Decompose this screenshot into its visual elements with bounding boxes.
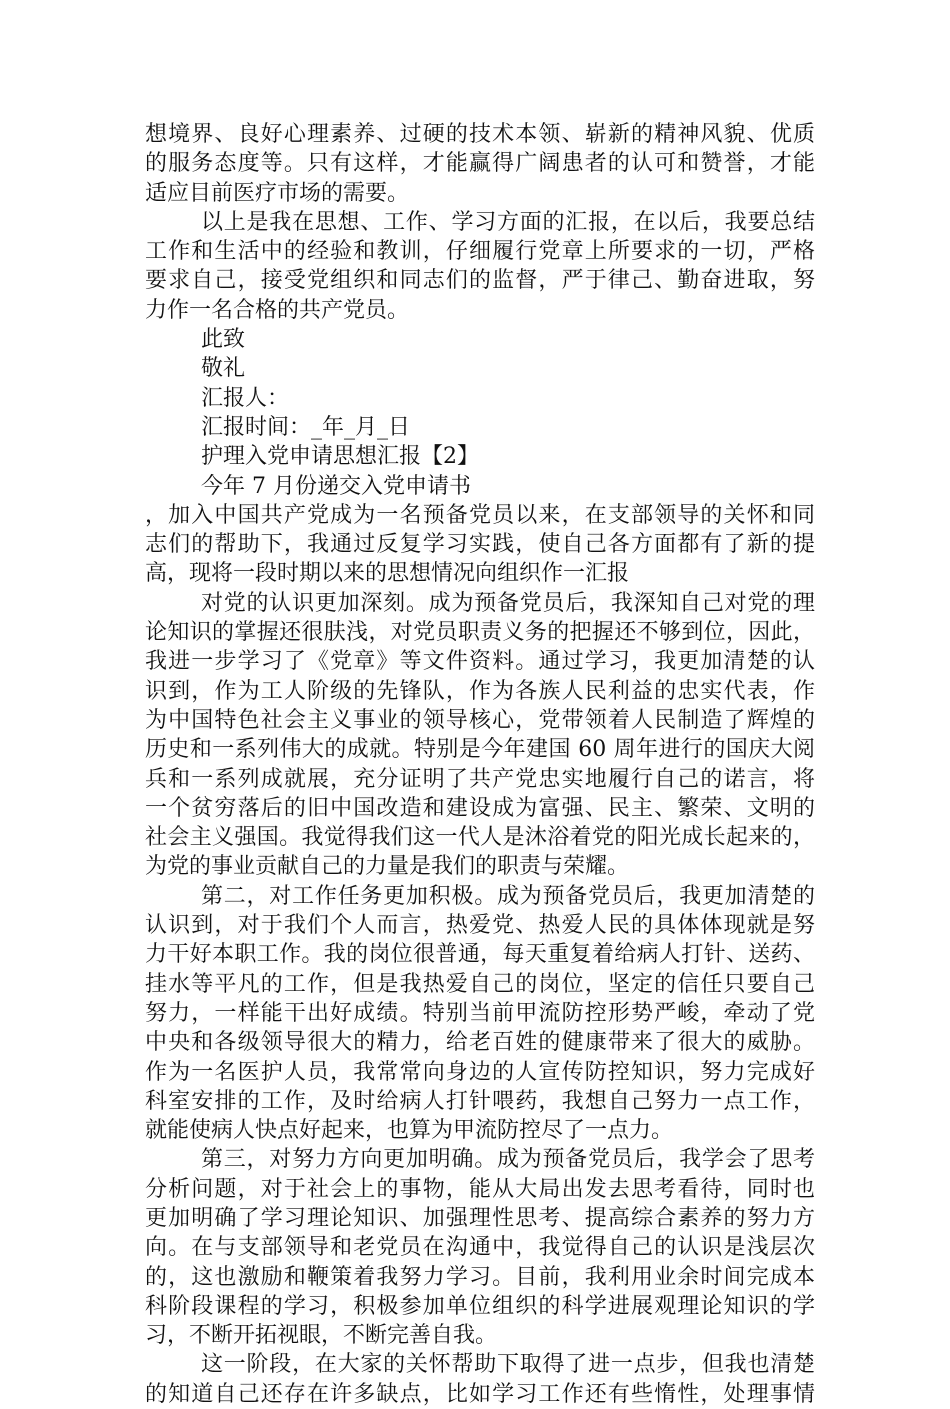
text-line: 更加明确了学习理论知识、加强理性思考、提高综合素养的努力方 xyxy=(145,1205,815,1231)
text-line: 第三，对努力方向更加明确。成为预备党员后，我学会了思考 xyxy=(201,1147,815,1173)
text-line: 一个贫穷落后的旧中国改造和建设成为富强、民主、繁荣、文明的 xyxy=(145,795,815,821)
text-line: 论知识的掌握还很肤浅，对党员职责义务的把握还不够到位，因此， xyxy=(145,620,815,646)
text-line: 第二，对工作任务更加积极。成为预备党员后，我更加清楚的 xyxy=(201,883,815,909)
text-line: 的知道自己还存在许多缺点，比如学习工作还有些惰性，处理事情 xyxy=(145,1381,815,1407)
text-line: 挂水等平凡的工作，但是我热爱自己的岗位，坚定的信任只要自己 xyxy=(145,971,815,997)
text-line: 适应目前医疗市场的需要。 xyxy=(145,180,410,206)
text-line: 努力，一样能干出好成绩。特别当前甲流防控形势严峻，牵动了党 xyxy=(145,1000,815,1026)
text-line: 为中国特色社会主义事业的领导核心，党带领着人民制造了辉煌的 xyxy=(145,707,815,733)
text-line: 的服务态度等。只有这样，才能赢得广阔患者的认可和赞誉，才能 xyxy=(145,151,815,177)
text-line: 我进一步学习了《党章》等文件资料。通过学习，我更加清楚的认 xyxy=(145,649,815,675)
text-line: 高，现将一段时期以来的思想情况向组织作一汇报 xyxy=(145,561,630,587)
text-line: 习，不断开拓视眼，不断完善自我。 xyxy=(145,1323,498,1349)
text-line: 敬礼 xyxy=(201,356,246,382)
text-line: 想境界、良好心理素养、过硬的技术本领、崭新的精神风貌、优质 xyxy=(145,122,815,147)
text-line: 护理入党申请思想汇报【2】 xyxy=(201,444,479,470)
text-line: 分析问题，对于社会上的事物，能从大局出发去思考看待，同时也 xyxy=(145,1176,815,1202)
text-line: 汇报人： xyxy=(201,385,290,411)
text-line: 就能使病人快点好起来，也算为甲流防控尽了一点力。 xyxy=(145,1118,674,1144)
document-body xyxy=(145,120,815,1409)
text-line: 社会主义强国。我觉得我们这一代人是沐浴着党的阳光成长起来的， xyxy=(145,825,815,851)
text-line: 这一阶段，在大家的关怀帮助下取得了进一点步，但我也清楚 xyxy=(201,1352,815,1378)
text-line: 为党的事业贡献自己的力量是我们的职责与荣耀。 xyxy=(145,854,630,880)
text-line: ，加入中国共产党成为一名预备党员以来，在支部领导的关怀和同 xyxy=(145,502,815,528)
text-line: 力干好本职工作。我的岗位很普通，每天重复着给病人打针、送药、 xyxy=(145,942,815,968)
text-line: 对党的认识更加深刻。成为预备党员后，我深知自己对党的理 xyxy=(201,590,815,616)
text-line: 向。在与支部领导和老党员在沟通中，我觉得自己的认识是浅层次 xyxy=(145,1235,815,1261)
text-line: 作为一名医护人员，我常常向身边的人宣传防控知识，努力完成好 xyxy=(145,1059,815,1085)
text-line: 历史和一系列伟大的成就。特别是今年建国 60 周年进行的国庆大阅 xyxy=(145,737,815,763)
text-line: 志们的帮助下，我通过反复学习实践，使自己各方面都有了新的提 xyxy=(145,532,815,558)
text-line: 识到，作为工人阶级的先锋队，作为各族人民利益的忠实代表，作 xyxy=(145,678,815,704)
text-line: 中央和各级领导很大的精力，给老百姓的健康带来了很大的威胁。 xyxy=(145,1030,815,1056)
text-line: 科阶段课程的学习，积极参加单位组织的科学进展观理论知识的学 xyxy=(145,1293,815,1319)
text-line: 兵和一系列成就展，充分证明了共产党忠实地履行自己的诺言，将 xyxy=(145,766,815,792)
text-line: 力作一名合格的共产党员。 xyxy=(145,297,410,323)
text-line: 的，这也激励和鞭策着我努力学习。目前，我利用业余时间完成本 xyxy=(145,1264,815,1290)
text-line: 以上是我在思想、工作、学习方面的汇报，在以后，我要总结 xyxy=(201,209,815,235)
text-line: 认识到，对于我们个人而言，热爱党、热爱人民的具体体现就是努 xyxy=(145,913,815,939)
text-line: 要求自己，接受党组织和同志们的监督，严于律己、勤奋进取，努 xyxy=(145,268,815,294)
text-line: 工作和生活中的经验和教训，仔细履行党章上所要求的一切，严格 xyxy=(145,239,815,265)
text-line: 此致 xyxy=(201,327,246,353)
text-line: 汇报时间：_年_月_日 xyxy=(201,414,411,440)
text-line: 科室安排的工作，及时给病人打针喂药，我想自己努力一点工作， xyxy=(145,1088,815,1114)
text-line: 今年 7 月份递交入党申请书 xyxy=(201,473,471,499)
